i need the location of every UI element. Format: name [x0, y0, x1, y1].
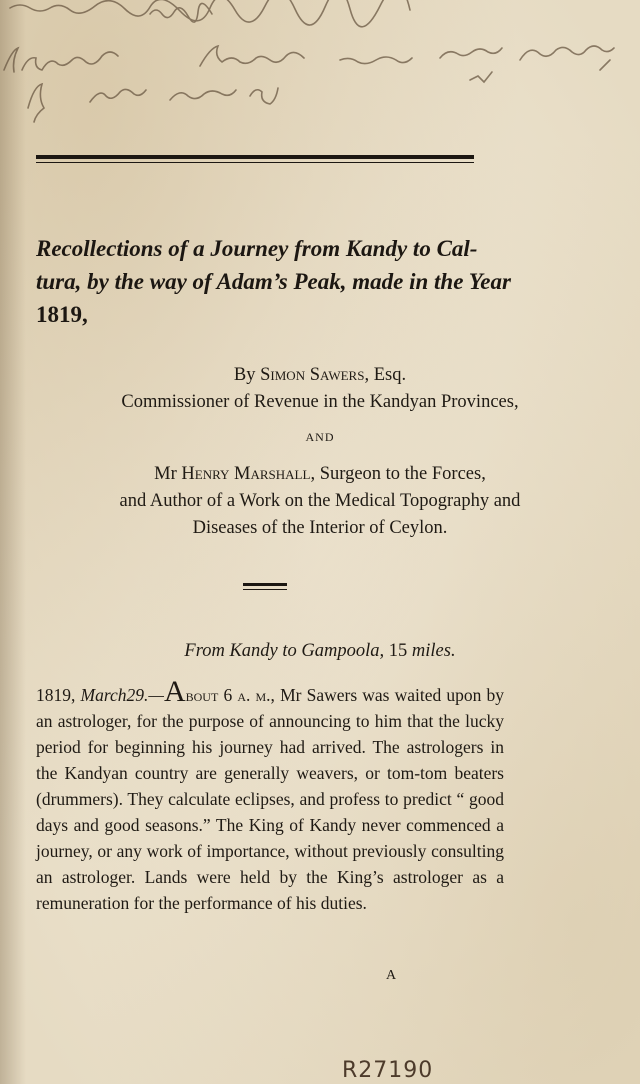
date-day: 29.—: [126, 685, 164, 705]
header-rule-thin: [36, 162, 474, 163]
author2-role-c: Diseases of the Interior of Ceylon.: [192, 518, 448, 538]
body-text: Mr Sawers was waited upon by an astrologer, for the purpose of announcing to him that the lucky period for beginning his journey had arrived. The astrologers in the Kandyan country are generally weavers, or tom-tom beaters (drummers). They calculate eclipses, and profess to predict “ good days and good seasons.” The King of Kandy never commenced a journey, or any work of importance, without previously consulting an astrologer. Lands were held by the King’s astrologer as a remuneration for the performance of his duties.: [36, 685, 505, 913]
time: 6: [223, 685, 233, 705]
section-heading: [0, 641, 640, 662]
shelfmark-stamp: R27190: [342, 1058, 434, 1083]
author1-suffix: Esq.: [373, 365, 407, 385]
author1-name: Simon Sawers,: [260, 365, 370, 385]
time-suffix: a. m.,: [237, 685, 275, 705]
author1-line: [0, 362, 640, 388]
title-main: Recollections of a Journey from Kandy to Cal- tura, by the way of Adam’s Peak, made in the: [36, 236, 478, 294]
signature-mark: A: [386, 968, 397, 983]
date-year: 1819,: [36, 685, 76, 705]
section-distance: 15: [388, 641, 408, 661]
author1-role: Commissioner of Revenue in the Kandyan Provinces,: [121, 392, 519, 412]
section-divider-thick: [243, 583, 287, 586]
author2-role-b: and Author of a Work on the Medical Topography and: [119, 491, 521, 511]
opening-word: bout: [185, 685, 219, 705]
binding-shadow: [0, 0, 26, 1084]
author2-role-a: Surgeon to the Forces,: [319, 464, 486, 484]
author2-line: [0, 461, 640, 487]
section-divider-thin: [243, 589, 287, 590]
section-unit: miles.: [411, 641, 456, 661]
header-rule-thick: [36, 155, 474, 159]
title-year-prefix: Year: [468, 269, 511, 294]
date-month: March: [80, 685, 127, 705]
and-label: AND: [305, 430, 335, 444]
section-heading-text: From Kandy to Gampoola,: [184, 641, 385, 661]
article-title: [36, 232, 516, 331]
author2-name: Henry Marshall,: [181, 464, 316, 484]
drop-cap: A: [163, 675, 186, 708]
by-prefix: By: [233, 365, 256, 385]
title-year: 1819,: [36, 302, 88, 327]
body-paragraph: [36, 675, 505, 916]
author2-prefix: Mr: [154, 464, 177, 484]
